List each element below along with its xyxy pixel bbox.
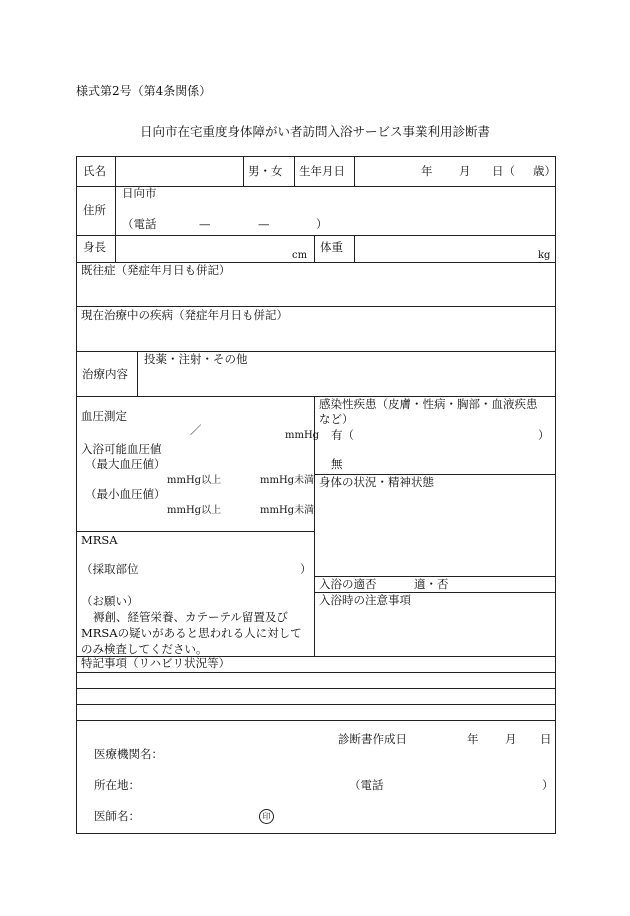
weight-label: 体重	[320, 240, 343, 254]
rule-sex-birth	[294, 156, 295, 186]
creation-month: 月	[505, 732, 517, 746]
rule-birth-date	[354, 156, 355, 186]
min-bp-label: （最小血圧値）	[85, 487, 166, 501]
blood-pressure-slash: ／	[190, 423, 202, 437]
name-label: 氏名	[83, 164, 106, 178]
weight-unit: kg	[538, 250, 551, 261]
treatment-label: 治療内容	[82, 367, 128, 381]
creation-day: 日	[540, 732, 552, 746]
seal-mark-icon: 印	[259, 809, 274, 824]
blood-pressure-label: 血圧測定	[81, 409, 127, 423]
max-bp-label: （最大血圧値）	[85, 457, 166, 471]
institution-label: 医療機関名：	[94, 747, 163, 761]
birth-month: 月	[459, 164, 471, 178]
address-city: 日向市	[122, 186, 157, 200]
current-disease-label: 現在治療中の疾病（発症年月日も併記）	[81, 308, 288, 322]
rule-treatment-label	[137, 351, 138, 396]
min-bp-above: mmHg以上	[167, 505, 222, 516]
birth-year: 年	[421, 164, 433, 178]
mrsa-site-close: ）	[300, 562, 312, 576]
condition-label: 身体の状況・精神状態	[319, 475, 434, 489]
history-label: 既往症（発症年月日も併記）	[81, 263, 231, 277]
bathing-caution-label: 入浴時の注意事項	[319, 593, 411, 607]
rule-after-address	[76, 235, 556, 236]
age-label: 歳）	[533, 164, 556, 178]
max-bp-above: mmHg以上	[167, 475, 222, 486]
form-title: 日向市在宅重度身体障がい者訪問入浴サービス事業利用診断書	[139, 124, 490, 139]
address-phone-dash-1: —	[199, 217, 211, 231]
sex-choice[interactable]: 男・女	[248, 164, 283, 178]
rule-special-3	[76, 704, 556, 705]
special-notes-label: 特記事項（リハビリ状況等）	[81, 656, 231, 670]
bathing-suitability-label: 入浴の適否	[319, 577, 377, 591]
blood-pressure-unit: mmHg	[285, 430, 320, 441]
mrsa-site: （採取部位	[81, 562, 139, 576]
address-phone-suffix: ）	[316, 217, 328, 231]
form-number: 様式第2号（第4条関係）	[76, 84, 212, 98]
rule-after-history	[76, 306, 556, 307]
address-phone-prefix: （電話	[122, 217, 157, 231]
infection-label: 感染性疾患（皮膚・性病・胸部・血液疾患	[319, 397, 538, 411]
infection-label-cont: など）	[319, 412, 354, 426]
height-unit: cm	[292, 250, 308, 261]
rule-label-column	[115, 156, 116, 235]
birth-day: 日（	[492, 164, 515, 178]
infection-no: 無	[331, 457, 343, 471]
request-label: （お願い）	[81, 594, 139, 608]
birth-date-label: 生年月日	[299, 164, 345, 178]
location-label: 所在地：	[94, 778, 140, 792]
height-label: 身長	[83, 240, 106, 254]
bathing-suitability-value[interactable]: 適・否	[414, 577, 449, 591]
rule-after-blood	[76, 531, 314, 532]
location-phone-suffix: ）	[542, 778, 554, 792]
address-phone-dash-2: —	[258, 217, 270, 231]
treatment-content: 投薬・注射・その他	[144, 352, 248, 366]
allowed-bp-label: 入浴可能血圧値	[81, 442, 162, 456]
rule-before-footer	[76, 720, 556, 721]
rule-special-2	[76, 688, 556, 689]
request-text: 褥創、経管栄養、カテーテル留置及びMRSAの疑いがあると思われる人に対してのみ検査してください。	[81, 610, 302, 656]
rule-height-label	[115, 235, 116, 262]
infection-yes-close: ）	[538, 428, 550, 442]
creation-date-label: 診断書作成日	[338, 732, 407, 746]
rule-special-1	[76, 672, 556, 673]
doctor-label: 医師名：	[94, 809, 140, 823]
rule-weight-value	[354, 235, 355, 262]
location-phone-prefix: （電話	[349, 778, 384, 792]
infection-yes: 有（	[331, 428, 354, 442]
mrsa-label: MRSA	[81, 533, 118, 547]
rule-height-weight	[314, 235, 315, 262]
rule-name-sex	[243, 156, 244, 186]
min-bp-below: mmHg未満	[260, 505, 315, 516]
max-bp-below: mmHg未満	[260, 475, 315, 486]
creation-year: 年	[467, 732, 479, 746]
address-label: 住所	[83, 203, 106, 217]
